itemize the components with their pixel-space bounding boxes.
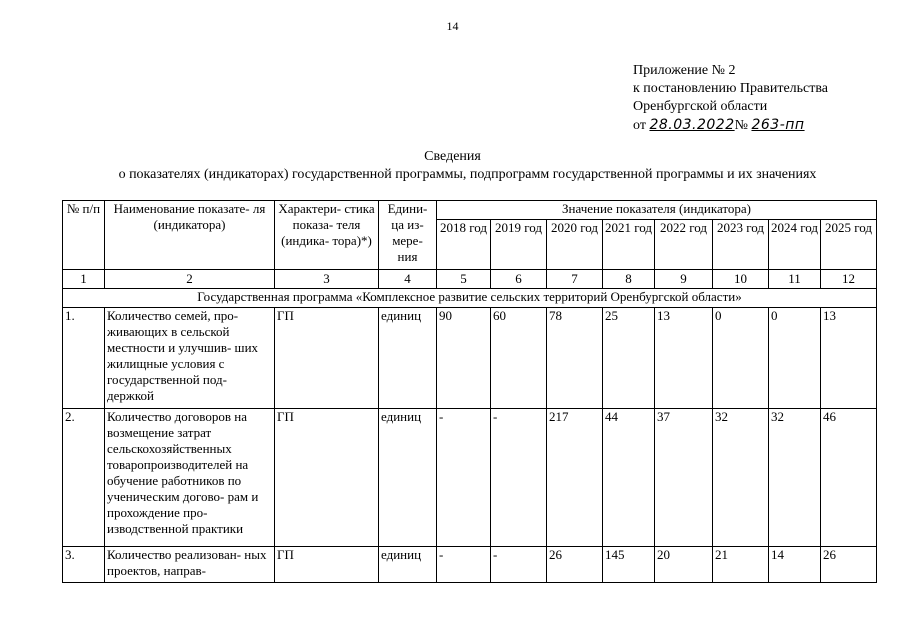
row-value: -: [437, 547, 491, 583]
document-subtitle: о показателях (индикаторах) государственной программы, подпрограмм государственной программы и их значениях: [118, 167, 817, 182]
table-row: [63, 547, 877, 583]
header-characteristic: [275, 201, 379, 270]
handwritten-number: 263-пп: [751, 117, 805, 133]
row-value: 60: [491, 308, 547, 409]
number-label: №: [734, 118, 748, 133]
column-number: 11: [769, 270, 821, 289]
header-name: Наименование показате- ля (индикатора): [105, 201, 275, 270]
row-value: 21: [713, 547, 769, 583]
column-number: 4: [379, 270, 437, 289]
row-value: 78: [547, 308, 603, 409]
header-year: 2021 год: [603, 220, 655, 270]
row-value: 0: [769, 308, 821, 409]
appendix-line-3: Оренбургской области: [633, 99, 768, 114]
row-value: 25: [603, 308, 655, 409]
header-value-group: Значение показателя (индикатора): [437, 201, 877, 220]
row-value: -: [491, 547, 547, 583]
row-value: 26: [821, 547, 877, 583]
header-characteristic-text: Характери- стика показа- теля (индика- тора)*): [278, 201, 375, 248]
row-value: 13: [655, 308, 713, 409]
indicators-table: [62, 200, 877, 583]
row-unit: единиц: [379, 409, 437, 547]
column-number: 12: [821, 270, 877, 289]
column-number: 6: [491, 270, 547, 289]
row-num: 1.: [63, 308, 105, 409]
row-value: 13: [821, 308, 877, 409]
row-value: 44: [603, 409, 655, 547]
row-value: 32: [769, 409, 821, 547]
row-name: Количество семей, про- живающих в сельской местности и улучшив- ших жилищные условия с государственной под- держкой: [105, 308, 275, 409]
row-unit: единиц: [379, 308, 437, 409]
column-number: 3: [275, 270, 379, 289]
row-value: 90: [437, 308, 491, 409]
document-title: Сведения: [424, 149, 481, 164]
column-number: 2: [105, 270, 275, 289]
column-number: 5: [437, 270, 491, 289]
row-value: 14: [769, 547, 821, 583]
row-value: 37: [655, 409, 713, 547]
row-value: -: [437, 409, 491, 547]
row-unit: единиц: [379, 547, 437, 583]
page-number: 14: [446, 19, 459, 33]
column-number: 7: [547, 270, 603, 289]
table-row: [63, 308, 877, 409]
header-year: 2020 год: [547, 220, 603, 270]
row-characteristic: ГП: [275, 409, 379, 547]
appendix-block: [633, 62, 828, 135]
row-value: 32: [713, 409, 769, 547]
header-year: 2024 год: [769, 220, 821, 270]
row-characteristic: ГП: [275, 547, 379, 583]
column-number: 10: [713, 270, 769, 289]
column-number: 8: [603, 270, 655, 289]
appendix-line-2: к постановлению Правительства: [633, 81, 829, 96]
header-year: 2025 год: [821, 220, 877, 270]
header-year: 2023 год: [713, 220, 769, 270]
appendix-line-4: [633, 116, 828, 135]
appendix-line-1: Приложение № 2: [633, 63, 736, 78]
row-name: Количество реализован- ных проектов, направ-: [105, 547, 275, 583]
column-number-row: [63, 270, 877, 289]
header-unit: Едини- ца из- мере- ния: [379, 201, 437, 270]
header-year: 2019 год: [491, 220, 547, 270]
header-year: 2018 год: [437, 220, 491, 270]
header-year: 2022 год: [655, 220, 713, 270]
row-value: 0: [713, 308, 769, 409]
header-num: № п/п: [63, 201, 105, 270]
from-label: от: [633, 118, 646, 133]
column-number: 1: [63, 270, 105, 289]
row-value: -: [491, 409, 547, 547]
section-title: Государственная программа «Комплексное развитие сельских территорий Оренбургской области»: [63, 289, 877, 308]
column-number: 9: [655, 270, 713, 289]
row-value: 217: [547, 409, 603, 547]
row-value: 26: [547, 547, 603, 583]
row-value: 145: [603, 547, 655, 583]
row-characteristic: ГП: [275, 308, 379, 409]
row-value: 20: [655, 547, 713, 583]
row-name: Количество договоров на возмещение затрат сельскохозяйственных товаропроизводителей на обучение работников по ученическим догово- рам и прохождение про- изводственной практики: [105, 409, 275, 547]
row-value: 46: [821, 409, 877, 547]
handwritten-date: 28.03.2022: [649, 117, 735, 133]
row-num: 3.: [63, 547, 105, 583]
table-row: [63, 409, 877, 547]
row-num: 2.: [63, 409, 105, 547]
